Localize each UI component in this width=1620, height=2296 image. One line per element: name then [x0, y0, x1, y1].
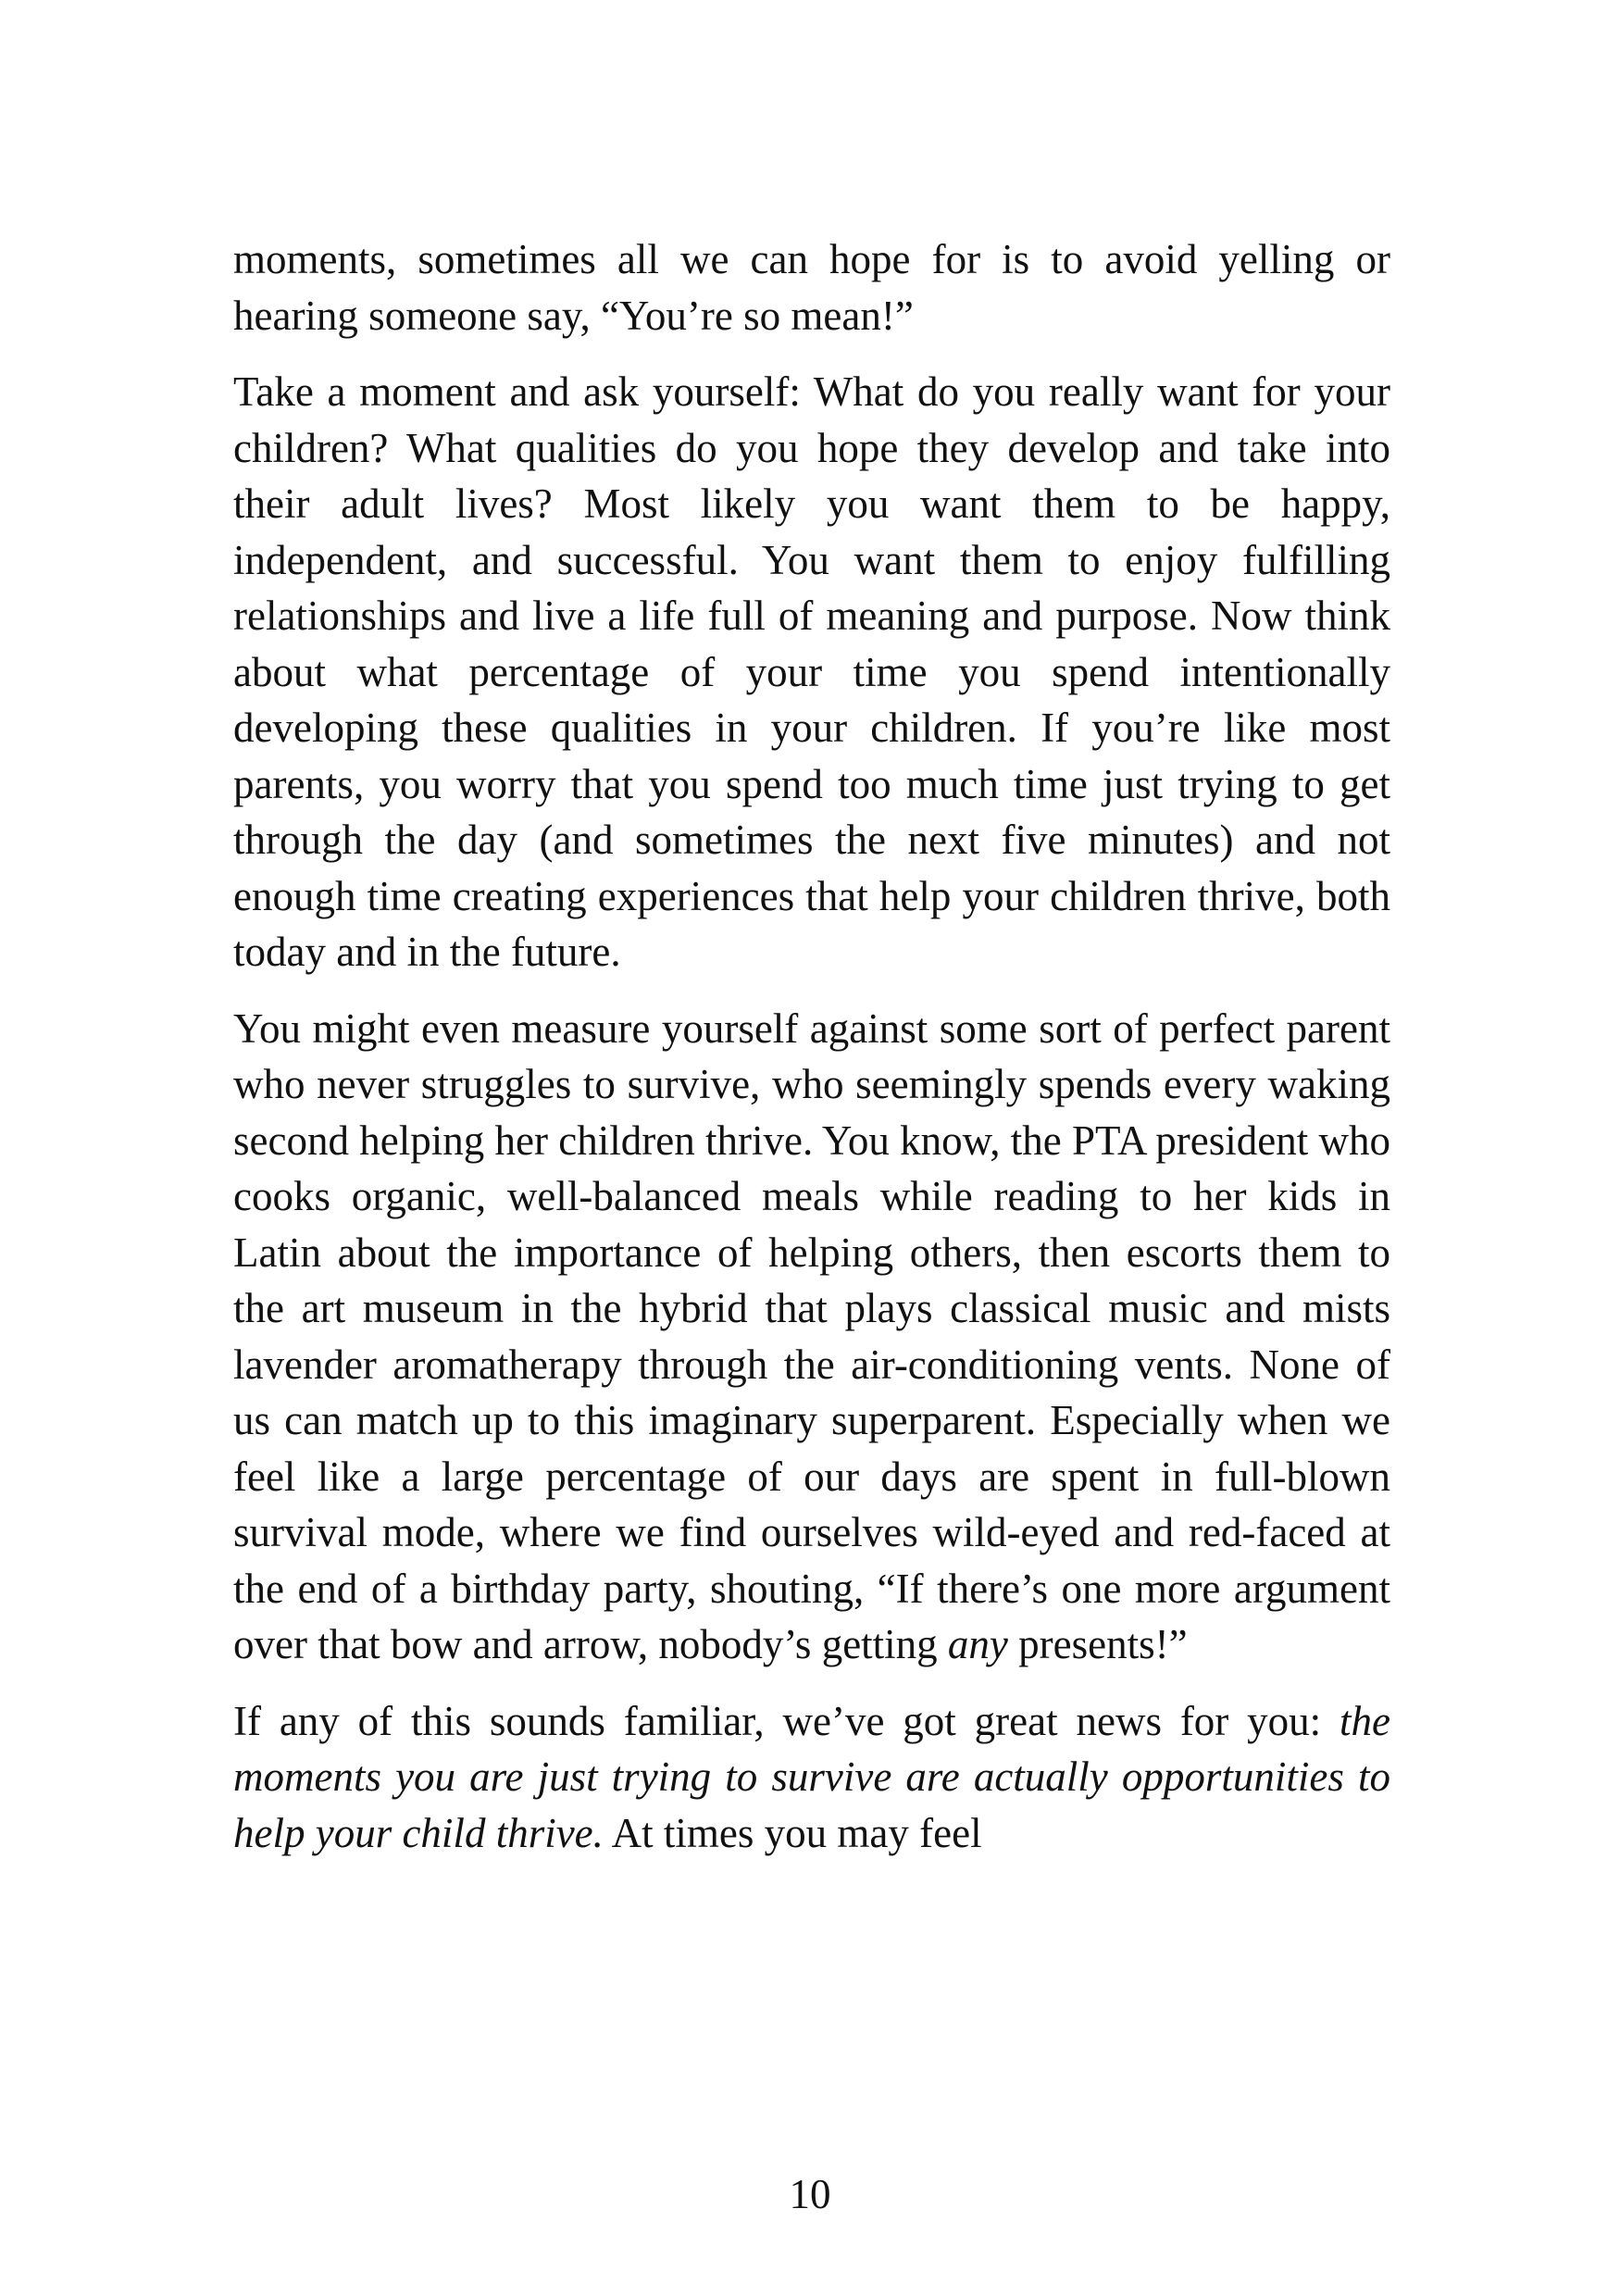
body-text: [233, 231, 1390, 1881]
paragraph-1: moments, sometimes all we can hope for is to avoid yelling or hearing someone say, “You’re so mean!”: [233, 236, 1390, 339]
paragraph-4: [233, 1693, 1390, 1862]
paragraph-4-text: If any of this sounds familiar, we’ve got great news for you:: [233, 1697, 1340, 1744]
paragraph-4-emphasis: the moments you are just trying to survive are actually opportunities to help your child thrive.: [233, 1697, 1390, 1856]
paragraph-4-text-end: At times you may feel: [603, 1809, 982, 1856]
page-number: 10: [789, 2171, 831, 2217]
paragraph-3: [233, 1001, 1390, 1673]
paragraph-3-text: You might even measure yourself against some sort of perfect parent who never struggles to survive, who seemingly spends every waking second helping her children thrive. You know, the PTA president who cooks organic, well-balanced meals while reading to her kids in Latin about the importance of helping others, then escorts them to the art museum in the hybrid that plays classical music and mists lavender aromatherapy through the air-conditioning vents. None of us can match up to this imaginary superparent. Especially when we feel like a large percentage of our days are spent in full-blown survival mode, where we find ourselves wild-eyed and red-faced at the end of a birthday party, shouting, “If there’s one more argument over that bow and arrow, nobody’s getting: [233, 1004, 1390, 1667]
paragraph-3-text-end: presents!”: [1007, 1621, 1188, 1667]
paragraph-3-emphasis: any: [947, 1621, 1008, 1667]
paragraph-2: Take a moment and ask yourself: What do you really want for your children? What qualities do you hope they develop and take into their adult lives? Most likely you want them to be happy, independent, and successful. You want them to enjoy fulfilling relationships and live a life full of meaning and purpose. Now think about what percentage of your time you spend intentionally developing these qualities in your children. If you’re like most parents, you worry that you spend too much time just trying to get through the day (and sometimes the next five minutes) and not enough time creating experiences that help your children thrive, both today and in the future.: [233, 368, 1390, 975]
